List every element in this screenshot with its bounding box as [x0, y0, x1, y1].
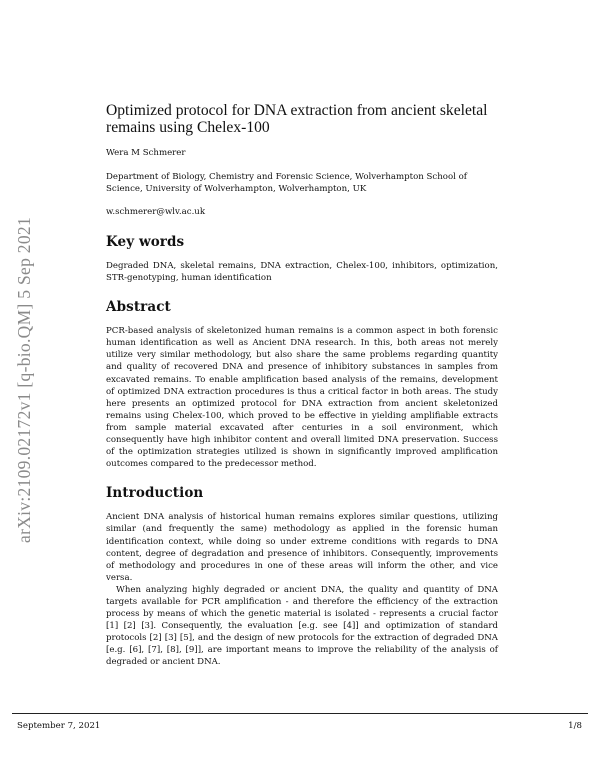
introduction-paragraph: When analyzing highly degraded or ancient DNA, the quality and quantity of DNA targets available for PCR amplification - and therefore the efficiency of the extraction process by means of which the genetic material is isolated - represents a crucial factor [1] [2] [3]. Consequently, the evaluation [e.g. see [4]] and optimization of standard protocols [2] [3] [5], and the design of new protocols for the extraction of degraded DNA [e.g. [6], [7], [8], [9]], are important means to improve the reliability of the analysis of degraded or ancient DNA.	[106, 584, 498, 668]
keywords-text: Degraded DNA, skeletal remains, DNA extraction, Chelex-100, inhibitors, optimization, STR-genotyping, human identification	[106, 261, 498, 284]
introduction-paragraph: Ancient DNA analysis of historical human remains explores similar questions, utilizing similar (and frequently the same) methodology as applied in the forensic human identification context, while doing so under extreme conditions with regards to DNA content, degree of degradation and presence of inhibitors. Consequently, improvements of methodology and procedures in one of these areas will inform the other, and vice versa.	[106, 512, 498, 583]
introduction-section	[106, 485, 498, 668]
footer-date: September 7, 2021	[17, 721, 101, 731]
keywords-section	[106, 234, 498, 284]
footer-divider	[12, 713, 588, 714]
main-content	[106, 102, 498, 669]
author-email: w.schmerer@wlv.ac.uk	[106, 207, 206, 217]
abstract-heading: Abstract	[106, 299, 171, 316]
keywords-heading: Key words	[106, 234, 185, 250]
paper-title: Optimized protocol for DNA extraction from ancient skeletal remains using Chelex-100	[106, 102, 488, 136]
introduction-heading: Introduction	[106, 485, 204, 502]
author-affiliation: Department of Biology, Chemistry and Forensic Science, Wolverhampton School of Science, University of Wolverhampton, Wolverhampton, UK	[106, 172, 467, 194]
abstract-section	[106, 299, 498, 470]
abstract-text: PCR-based analysis of skeletonized human remains is a common aspect in both forensic human identification as well as Ancient DNA research. In this, both areas not merely utilize very similar methodology, but also share the same problems regarding quantity and quality of recovered DNA and presence of inhibitory substances in samples from excavated remains. To enable amplification based analysis of the remains, development of optimized DNA extraction procedures is thus a critical factor in both areas. The study here presents an optimized protocol for DNA extraction from ancient skeletonized remains using Chelex-100, which proved to be effective in yielding amplifiable extracts from sample material excavated after centuries in a soil environment, which consequently have high inhibitor content and overall limited DNA preservation. Success of the optimization strategies utilized is shown in significantly improved amplification outcomes compared to the predecessor method.	[106, 326, 498, 470]
arxiv-identifier: arXiv:2109.02172v1 [q-bio.QM] 5 Sep 2021	[14, 217, 34, 543]
page-number: 1/8	[568, 721, 582, 731]
author-name: Wera M Schmerer	[106, 148, 186, 158]
